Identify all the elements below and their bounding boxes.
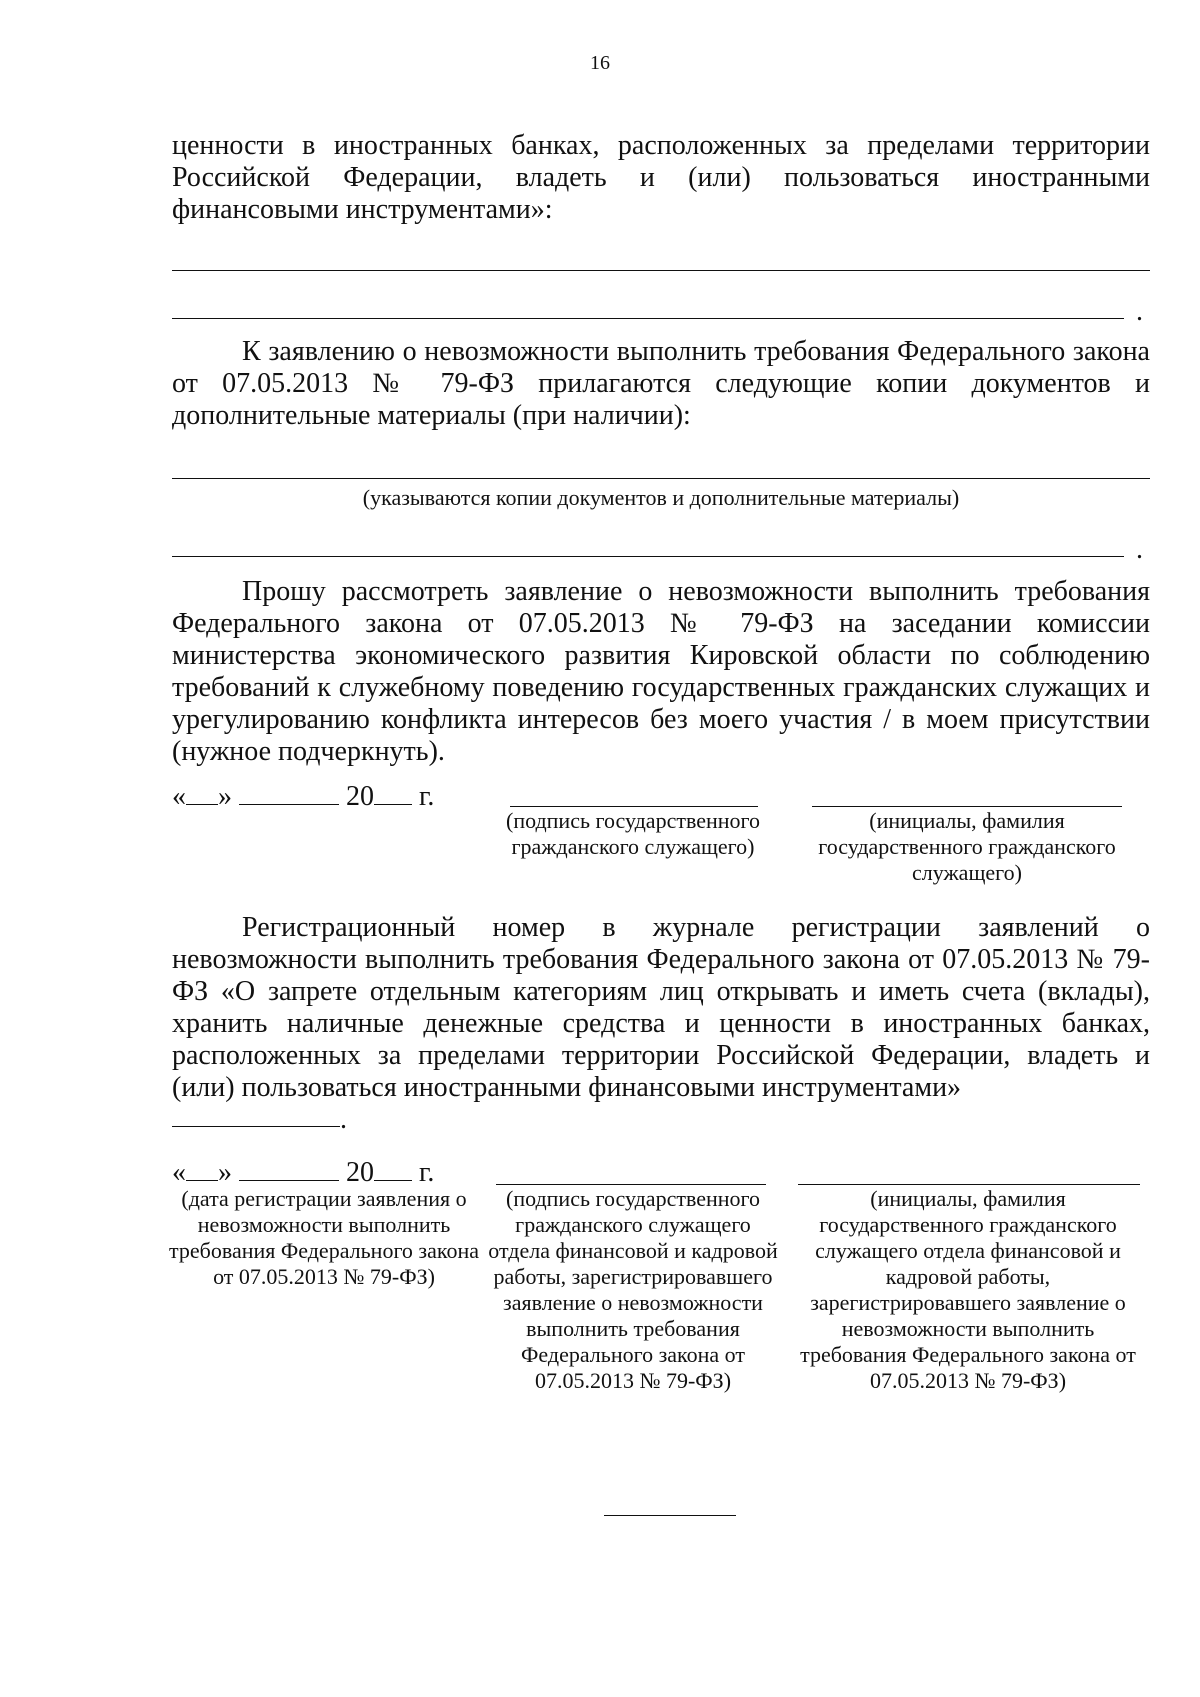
line-end-period: . <box>1136 534 1143 565</box>
closing-separator <box>604 1515 736 1516</box>
page-number: 16 <box>590 52 610 74</box>
paragraph-text: К заявлению о невозможности выполнить требования Федерального закона от 07.05.2013 № 79-ФЗ прилагаются следующие копии документов и дополнительные материалы (при наличии): <box>172 336 1150 431</box>
registration-date-caption: (дата регистрации заявления о невозможности выполнить требования Федерального закона от 07.05.2013 № 79-ФЗ) <box>169 1186 479 1289</box>
attachments-line-2 <box>172 556 1124 557</box>
name-caption: (инициалы, фамилия государственного гражданского служащего) <box>818 808 1116 885</box>
month-blank <box>239 1156 339 1181</box>
registrar-name-line <box>798 1184 1140 1185</box>
signature-caption: (подпись государственного гражданского служащего) <box>506 808 760 859</box>
registrar-name-caption: (инициалы, фамилия государственного гражданского служащего отдела финансовой и кадровой работы, зарегистрировавшего заявление о невозможности выполнить требования Федерального закона от 07.05.2013 № 79-ФЗ) <box>800 1186 1136 1393</box>
line-end-period: . <box>1136 296 1143 327</box>
registration-date-field <box>172 1156 434 1188</box>
blank-line-1 <box>172 270 1150 271</box>
paragraph-text: Регистрационный номер в журнале регистрации заявлений о невозможности выполнить требования Федерального закона от 07.05.2013 № 79-ФЗ «О запрете отдельным категориям лиц открывать и иметь счета (вклады), хранить наличные денежные средства и ценности в иностранных банках, расположенных за пределами территории Российской Федерации, владеть и (или) пользоваться иностранными финансовыми инструментами» <box>172 912 1150 1103</box>
year-prefix: 20 <box>346 781 374 812</box>
year-blank <box>374 780 412 805</box>
paragraph-text: Прошу рассмотреть заявление о невозможности выполнить требования Федерального закона от 07.05.2013 № 79-ФЗ на заседании комиссии министерства экономического развития Кировской области по соблюдению требований к служебному поведению государственных гражданских служащих и урегулированию конфликта интересов без моего участия / в моем присутствии (нужное подчеркнуть). <box>172 576 1150 767</box>
year-prefix: 20 <box>346 1157 374 1188</box>
day-blank <box>186 780 218 805</box>
open-quote: « <box>172 781 186 812</box>
signature-line <box>510 806 758 807</box>
attachments-paragraph <box>172 336 1150 432</box>
open-quote: « <box>172 1157 186 1188</box>
registrar-signature-caption: (подпись государственного гражданского служащего отдела финансовой и кадровой работы, зарегистрировавшего заявление о невозможности выполнить требования Федерального закона от 07.05.2013 № 79-ФЗ) <box>488 1186 778 1393</box>
paragraph-continuation <box>172 130 1150 226</box>
attachments-caption: (указываются копии документов и дополнительные материалы) <box>362 485 960 510</box>
request-paragraph <box>172 576 1150 768</box>
year-suffix: г. <box>419 1157 435 1188</box>
registrar-signature-line <box>496 1184 766 1185</box>
line-end-period: . <box>340 1104 347 1135</box>
year-blank <box>374 1156 412 1181</box>
month-blank <box>239 780 339 805</box>
close-quote: » <box>218 1157 232 1188</box>
close-quote: » <box>218 781 232 812</box>
attachments-line <box>172 478 1150 479</box>
registration-number-line <box>172 1126 340 1127</box>
year-suffix: г. <box>419 781 435 812</box>
date-field <box>172 780 434 812</box>
blank-line-2 <box>172 318 1124 319</box>
name-line <box>812 806 1122 807</box>
paragraph-text: ценности в иностранных банках, расположенных за пределами территории Российской Федерации, владеть и (или) пользоваться иностранными финансовыми инструментами»: <box>172 130 1150 225</box>
registration-paragraph <box>172 912 1150 1104</box>
day-blank <box>186 1156 218 1181</box>
